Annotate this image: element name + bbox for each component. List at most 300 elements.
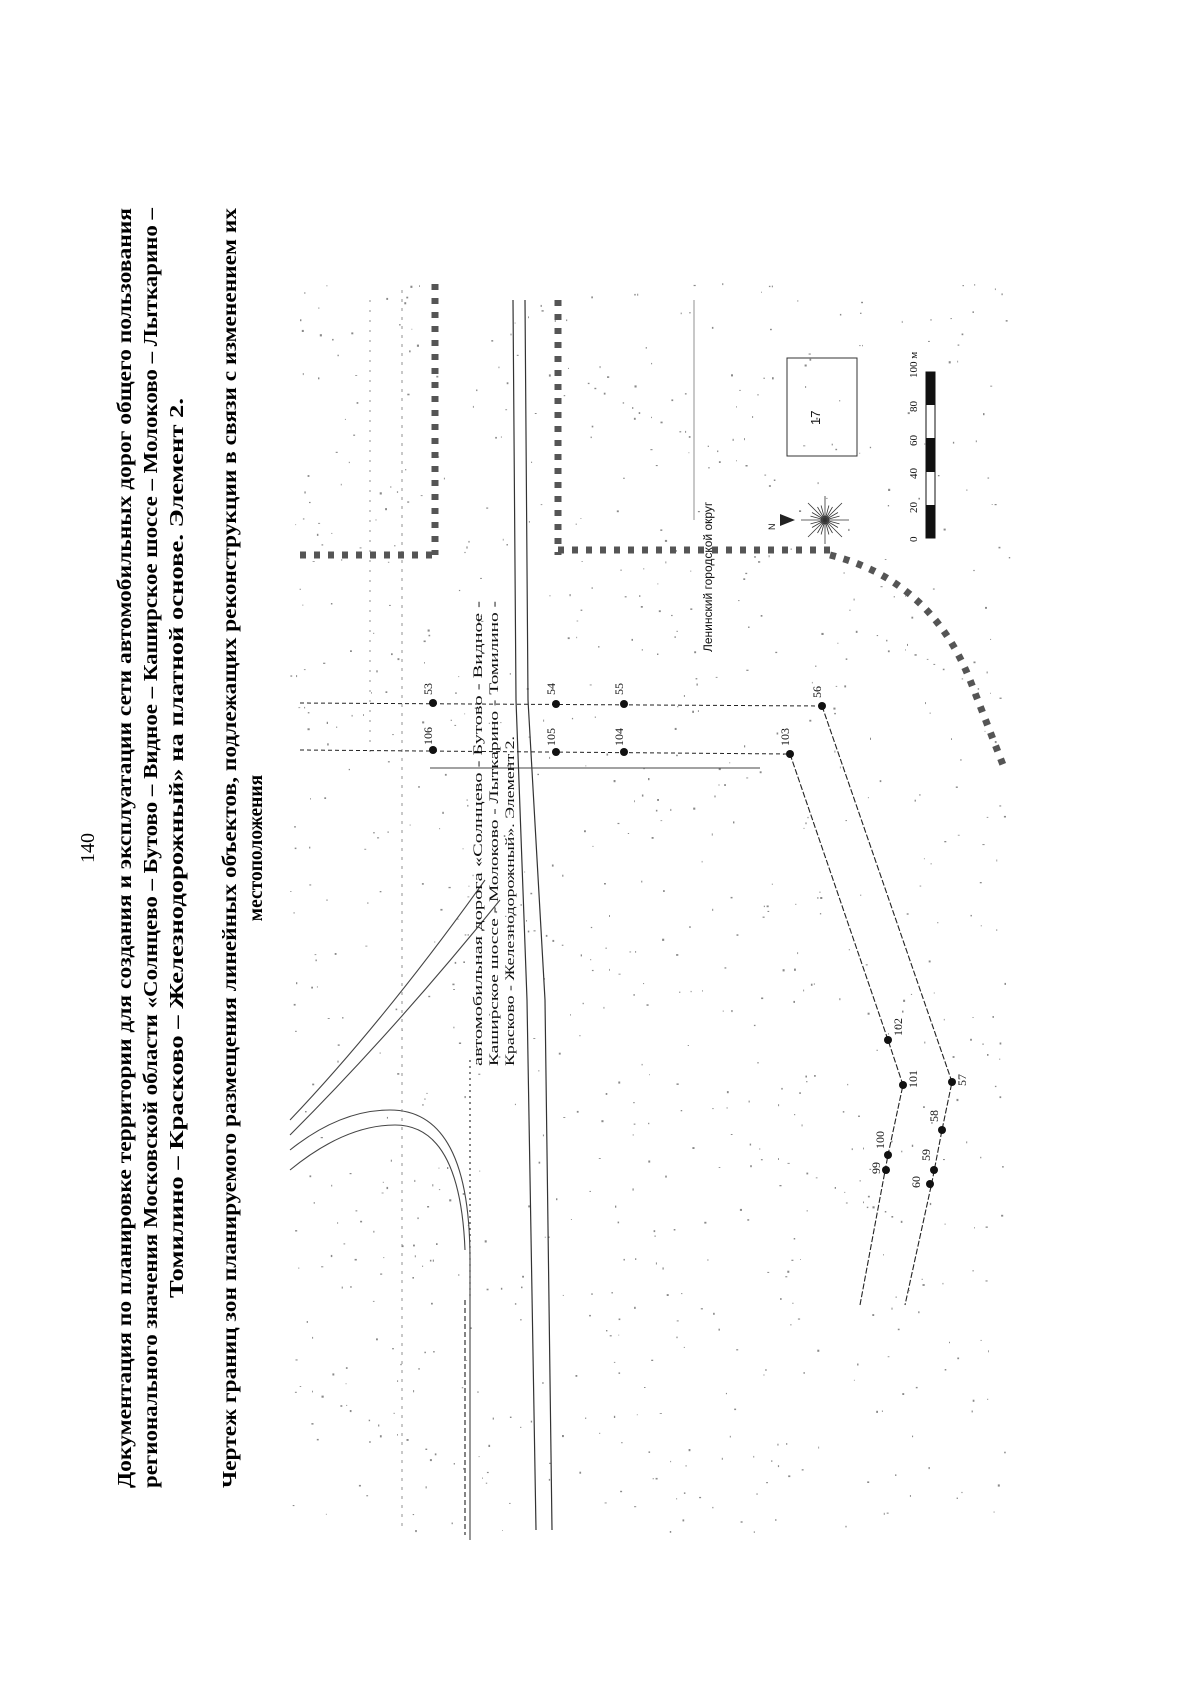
texture-dot	[466, 1360, 467, 1361]
texture-dot	[434, 942, 435, 943]
texture-dot	[832, 444, 833, 446]
texture-dot	[958, 345, 960, 346]
texture-dot	[943, 669, 945, 671]
texture-dot	[303, 373, 304, 375]
texture-dot	[465, 1096, 466, 1098]
point-103	[786, 750, 794, 758]
texture-dot	[674, 1229, 676, 1231]
texture-dot	[377, 837, 379, 838]
texture-dot	[679, 431, 681, 432]
texture-dot	[293, 1505, 295, 1506]
texture-dot	[487, 1289, 489, 1291]
texture-dot	[805, 822, 806, 824]
texture-dot	[290, 675, 292, 676]
texture-dot	[424, 1352, 426, 1354]
texture-dot	[367, 903, 368, 904]
texture-dot	[534, 930, 536, 931]
texture-dot	[373, 832, 375, 833]
texture-dot	[870, 738, 871, 740]
texture-dot	[350, 650, 352, 652]
texture-dot	[990, 693, 991, 694]
texture-dot	[973, 570, 974, 571]
texture-dot	[895, 1474, 896, 1476]
texture-dot	[588, 383, 590, 384]
texture-dot	[295, 1392, 297, 1393]
texture-dot	[943, 1159, 945, 1160]
texture-dot	[719, 768, 721, 770]
texture-dot	[290, 891, 291, 892]
texture-dot	[531, 1421, 532, 1423]
texture-dot	[803, 445, 805, 446]
texture-dot	[581, 610, 583, 611]
texture-dot	[727, 1091, 729, 1093]
texture-dot	[601, 1120, 603, 1122]
texture-dot	[454, 1463, 455, 1464]
texture-dot	[318, 523, 320, 524]
texture-dot	[359, 1485, 361, 1487]
texture-dot	[970, 1039, 972, 1041]
texture-dot	[976, 440, 977, 442]
zone-boundary-left	[790, 754, 903, 1305]
texture-dot	[974, 662, 976, 664]
texture-dot	[317, 1439, 319, 1441]
texture-dot	[677, 631, 678, 632]
texture-dot	[336, 727, 337, 728]
texture-dot	[459, 590, 460, 591]
texture-dot	[629, 952, 631, 953]
texture-dot	[365, 946, 367, 947]
texture-dot	[399, 324, 401, 325]
texture-dot	[980, 1157, 981, 1159]
texture-dot	[373, 633, 374, 634]
compass-rays	[801, 496, 849, 544]
texture-dot	[995, 1086, 997, 1087]
texture-dot	[963, 285, 964, 286]
section-line-bottom	[300, 750, 790, 754]
texture-dot	[919, 794, 920, 796]
texture-dot	[777, 1444, 778, 1446]
texture-dot	[321, 1137, 323, 1138]
texture-dot	[657, 799, 659, 801]
texture-dot	[980, 882, 982, 883]
texture-dot	[476, 390, 477, 392]
texture-dot	[752, 416, 753, 418]
texture-dot	[632, 407, 633, 409]
texture-dot	[632, 639, 634, 641]
texture-dot	[392, 1348, 394, 1349]
texture-dot	[725, 967, 727, 968]
texture-dot	[418, 1368, 420, 1369]
texture-dot	[604, 393, 606, 395]
texture-dot	[888, 1033, 889, 1035]
texture-dot	[657, 654, 658, 656]
texture-dot	[981, 925, 982, 926]
texture-dot	[612, 1292, 613, 1294]
texture-dot	[430, 1260, 432, 1262]
texture-dot	[421, 495, 423, 496]
texture-dot	[983, 413, 985, 415]
texture-dot	[818, 482, 819, 484]
texture-dot	[356, 1210, 358, 1211]
texture-dot	[590, 1191, 591, 1192]
texture-dot	[649, 1451, 651, 1453]
texture-dot	[570, 594, 571, 596]
texture-dot	[428, 996, 430, 997]
texture-dot	[846, 658, 848, 660]
texture-dot	[698, 511, 700, 512]
texture-dot	[707, 1259, 708, 1260]
minor-lines	[370, 290, 694, 1530]
texture-dot	[584, 830, 586, 832]
scale-bar	[908, 352, 935, 542]
texture-dot	[676, 755, 678, 757]
texture-dot	[677, 1083, 679, 1085]
texture-dot	[1000, 1043, 1002, 1045]
texture-dot	[923, 1284, 925, 1286]
texture-dot	[987, 817, 989, 818]
texture-dot	[651, 1360, 653, 1361]
texture-dot	[845, 1526, 846, 1528]
texture-dot	[850, 610, 851, 611]
section-line-top	[300, 703, 822, 706]
texture-dot	[479, 1456, 480, 1457]
point-58	[938, 1126, 946, 1134]
texture-dot	[397, 1073, 399, 1075]
texture-dot	[690, 571, 691, 572]
texture-dot	[957, 1498, 958, 1499]
texture-dot	[716, 677, 718, 678]
texture-dot	[826, 498, 828, 499]
texture-dot	[427, 1206, 429, 1208]
texture-dot	[317, 986, 318, 987]
texture-dot	[684, 695, 685, 697]
legend-box-label: 17	[808, 410, 823, 425]
texture-dot	[639, 595, 640, 597]
texture-dot	[493, 1418, 494, 1420]
texture-dot	[912, 1145, 913, 1147]
texture-dot	[566, 320, 567, 322]
texture-dot	[592, 587, 593, 588]
texture-dot	[467, 805, 468, 807]
texture-dot	[1002, 293, 1003, 295]
texture-dot	[1004, 1452, 1006, 1454]
texture-dot	[761, 615, 763, 617]
texture-dot	[798, 1319, 800, 1320]
texture-dot	[953, 442, 954, 444]
texture-dot	[304, 292, 305, 294]
texture-dot	[562, 945, 564, 946]
texture-dot	[634, 1124, 636, 1125]
texture-dot	[1001, 1215, 1003, 1217]
texture-dot	[465, 934, 467, 935]
texture-dot	[311, 1423, 313, 1425]
label-55: 55	[612, 683, 626, 695]
texture-dot	[778, 1104, 779, 1106]
texture-dot	[619, 1372, 621, 1374]
texture-dot	[431, 1303, 433, 1305]
texture-dot	[987, 1399, 988, 1400]
texture-dot	[951, 738, 952, 740]
texture-dot	[868, 1013, 870, 1015]
texture-dot	[862, 345, 863, 346]
texture-dot	[1004, 816, 1006, 818]
texture-dot	[641, 606, 643, 608]
texture-dot	[722, 283, 723, 285]
texture-dot	[338, 355, 339, 357]
texture-dot	[509, 1503, 510, 1504]
texture-dot	[440, 909, 442, 911]
texture-dot	[905, 596, 906, 597]
texture-dot	[1002, 1166, 1004, 1167]
texture-dot	[788, 1163, 790, 1164]
texture-dot	[902, 1393, 904, 1395]
texture-dot	[648, 1123, 649, 1124]
texture-dot	[380, 1435, 382, 1437]
texture-dot	[373, 1301, 375, 1302]
texture-dot	[328, 1018, 330, 1019]
texture-dot	[675, 636, 676, 638]
texture-dot	[310, 1175, 312, 1177]
texture-dot	[414, 1180, 415, 1182]
texture-dot	[794, 1114, 795, 1115]
texture-dot	[846, 1203, 848, 1204]
texture-dot	[635, 385, 637, 387]
texture-dot	[685, 431, 686, 433]
texture-dot	[982, 1044, 983, 1045]
texture-dot	[576, 1375, 578, 1377]
point-100	[884, 1151, 892, 1159]
texture-dot	[817, 897, 818, 899]
texture-dot	[391, 1160, 392, 1162]
texture-dot	[295, 1031, 297, 1032]
texture-dot	[677, 706, 678, 707]
texture-dot	[802, 1124, 803, 1126]
texture-dot	[326, 285, 327, 286]
texture-dot	[634, 1307, 636, 1309]
texture-dot	[684, 1492, 686, 1494]
texture-dot	[541, 305, 542, 307]
texture-dot	[918, 1311, 919, 1313]
texture-dot	[453, 1027, 454, 1029]
texture-dot	[529, 521, 530, 523]
texture-dot	[995, 741, 997, 743]
texture-dot	[736, 1349, 738, 1350]
texture-dot	[778, 1158, 779, 1160]
texture-dot	[369, 1420, 370, 1422]
texture-dot	[681, 313, 682, 315]
texture-dot	[294, 1004, 296, 1006]
texture-dot	[507, 544, 508, 546]
texture-dot	[885, 559, 887, 560]
texture-dot	[896, 1297, 897, 1298]
texture-dot	[349, 769, 350, 770]
texture-dot	[563, 1295, 564, 1296]
texture-dot	[743, 578, 745, 580]
texture-dot	[886, 640, 887, 642]
texture-dot	[335, 953, 337, 955]
label-102: 102	[891, 1018, 905, 1036]
map-drawing	[290, 278, 1010, 1540]
texture-dot	[691, 991, 692, 992]
texture-dot	[571, 1219, 572, 1220]
texture-dot	[693, 808, 695, 810]
texture-dot	[487, 1472, 489, 1473]
texture-dot	[750, 1165, 752, 1167]
texture-dot	[407, 1439, 409, 1441]
texture-dot	[961, 1492, 962, 1493]
texture-dot	[451, 720, 452, 721]
texture-dot	[311, 987, 313, 989]
texture-dot	[350, 1173, 352, 1174]
texture-dot	[488, 1445, 490, 1447]
texture-dot	[533, 1038, 535, 1039]
texture-dot	[814, 984, 815, 985]
texture-dot	[999, 547, 1001, 549]
texture-dot	[346, 1383, 347, 1384]
texture-dot	[462, 1387, 464, 1388]
texture-dot	[510, 1417, 512, 1418]
texture-dot	[971, 915, 972, 917]
texture-dot	[663, 890, 665, 892]
texture-dot	[295, 1230, 297, 1231]
texture-dot	[549, 1479, 550, 1481]
texture-dot	[559, 1053, 561, 1055]
texture-dot	[609, 969, 610, 971]
point-106	[429, 746, 437, 754]
texture-dot	[809, 720, 811, 722]
texture-dot	[749, 1101, 750, 1103]
texture-dot	[819, 892, 820, 893]
texture-dot	[731, 897, 733, 899]
texture-dot	[929, 961, 931, 963]
texture-dot	[884, 1513, 885, 1515]
texture-dot	[296, 675, 297, 677]
texture-dot	[549, 757, 550, 759]
texture-dot	[692, 1147, 694, 1149]
texture-dot	[747, 1219, 749, 1221]
texture-dot	[712, 1507, 713, 1508]
texture-dot	[452, 1523, 453, 1525]
texture-dot	[876, 1050, 878, 1051]
texture-dot	[748, 627, 749, 629]
texture-dot	[582, 561, 583, 562]
texture-dot	[366, 1495, 368, 1496]
texture-dot	[925, 702, 926, 704]
texture-dot	[543, 1135, 544, 1137]
texture-dot	[769, 555, 770, 557]
texture-dot	[620, 1491, 622, 1492]
texture-dot	[296, 982, 297, 984]
texture-dot	[295, 848, 297, 850]
texture-dot	[905, 649, 906, 650]
texture-dot	[528, 931, 530, 933]
texture-dot	[436, 376, 438, 378]
texture-dot	[633, 1102, 635, 1103]
texture-dot	[719, 461, 721, 463]
texture-dot	[978, 688, 979, 690]
texture-dot	[614, 1416, 615, 1418]
texture-dot	[909, 1290, 910, 1291]
texture-dot	[419, 285, 420, 287]
texture-dot	[799, 1092, 801, 1094]
texture-dot	[454, 725, 456, 726]
texture-dot	[390, 486, 391, 487]
texture-dot	[312, 1391, 313, 1393]
texture-dot	[733, 821, 734, 823]
texture-dot	[507, 382, 509, 384]
texture-dot	[515, 1104, 516, 1105]
texture-dot	[303, 518, 305, 519]
texture-dot	[1000, 698, 1002, 699]
texture-dot	[974, 1227, 975, 1228]
texture-dot	[373, 1231, 374, 1233]
texture-dot	[892, 1308, 893, 1310]
texture-dot	[840, 767, 841, 769]
texture-dot	[563, 1117, 565, 1118]
texture-dot	[769, 485, 771, 487]
texture-dot	[531, 462, 532, 463]
texture-dot	[556, 1198, 557, 1200]
texture-dot	[618, 823, 620, 824]
texture-dot	[657, 583, 658, 584]
texture-dot	[739, 390, 740, 391]
texture-dot	[623, 402, 624, 403]
texture-dot	[873, 1206, 875, 1208]
texture-dot	[957, 361, 958, 363]
texture-dot	[436, 1243, 438, 1245]
texture-dot	[327, 743, 329, 745]
heading-line-1: Документация по планировке территории для создания и эксплуатации сети автомобильных дорог общего пользования	[115, 425, 136, 1488]
texture-dot	[860, 313, 862, 314]
texture-dot	[341, 484, 342, 486]
texture-dot	[331, 533, 332, 534]
texture-dot	[868, 1196, 870, 1198]
texture-dot	[458, 676, 459, 677]
texture-dot	[355, 375, 357, 376]
texture-dot	[591, 1293, 592, 1295]
texture-dot	[549, 374, 551, 376]
texture-dot	[598, 646, 600, 647]
texture-dot	[753, 1456, 754, 1458]
texture-dot	[463, 848, 464, 849]
texture-dot	[962, 334, 964, 336]
texture-dot	[986, 1280, 988, 1281]
texture-dot	[681, 1110, 683, 1111]
texture-dot	[426, 1093, 427, 1094]
texture-dot	[916, 1387, 918, 1388]
texture-dot	[387, 1117, 388, 1119]
texture-dot	[852, 1148, 853, 1150]
texture-dot	[344, 1243, 346, 1244]
texture-dot	[860, 895, 861, 896]
texture-dot	[924, 858, 925, 859]
texture-dot	[794, 1238, 796, 1240]
texture-dot	[407, 394, 409, 396]
texture-dot	[309, 847, 310, 849]
texture-dot	[764, 475, 766, 476]
texture-dot	[675, 728, 677, 730]
texture-dot	[595, 717, 596, 718]
texture-dot	[663, 1267, 664, 1269]
texture-dot	[713, 1313, 715, 1315]
texture-dot	[609, 915, 610, 917]
texture-dot	[422, 1104, 423, 1106]
texture-dot	[689, 436, 691, 438]
texture-dot	[973, 1400, 975, 1402]
texture-dot	[654, 1230, 656, 1232]
texture-dot	[731, 1010, 732, 1012]
texture-dot	[599, 1433, 600, 1434]
